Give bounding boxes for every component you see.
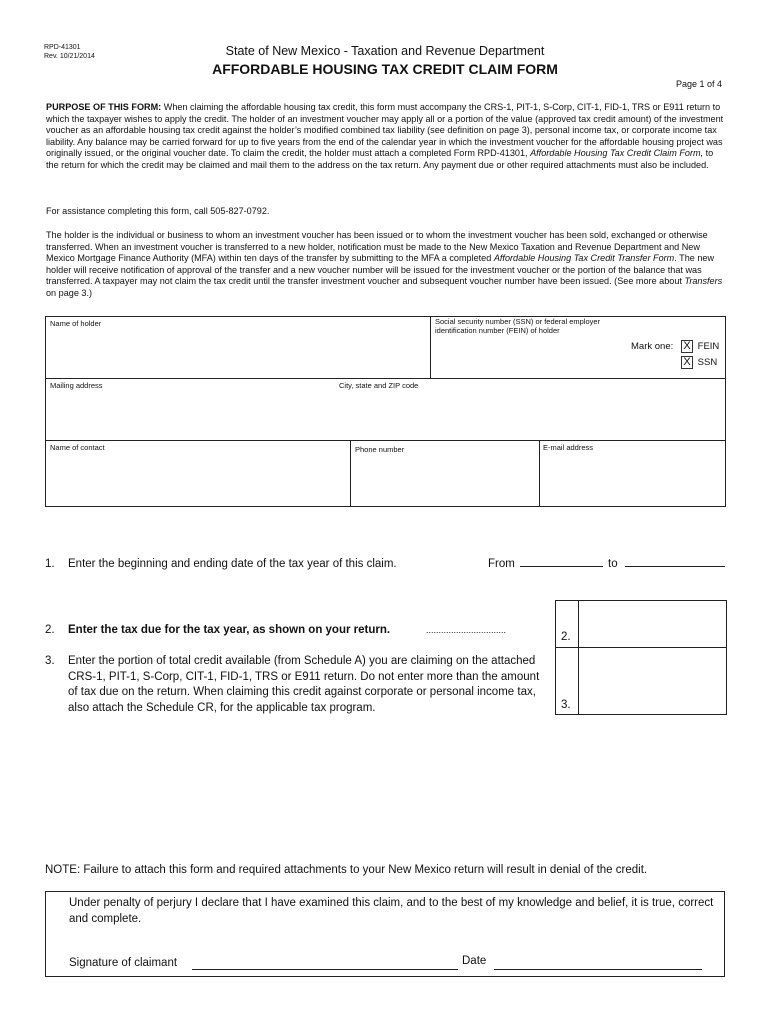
divider — [539, 440, 540, 507]
line-2-dots: ................................ — [426, 625, 507, 635]
to-label: to — [608, 558, 618, 570]
email-field[interactable] — [543, 455, 721, 503]
name-of-contact-label: Name of contact — [50, 443, 105, 452]
signature-label: Signature of claimant — [69, 957, 178, 969]
purpose-text-b: to the return for which the credit may be claimed and mail them to the address on the tax return. Any payment due or other required attachments must also be included. — [46, 148, 714, 170]
line-2-amount-field[interactable] — [579, 601, 726, 646]
line-1-text: Enter the beginning and ending date of the tax year of this claim. — [68, 558, 397, 570]
holder-text-c: on page 3.) — [46, 287, 93, 298]
purpose-text-a: When claiming the affordable housing tax credit, this form must accompany the CRS-1, PIT-1, S-Corp, CIT-1, FID-1, TRS or E911 return to which the taxpayer wishes to apply the credit. The holder of an investment voucher may apply all or a portion of the value (approved tax credit amount) of the investment voucher as an affordable housing tax credit against the holder’s modified combined tax liability (see definition on page 3), personal income tax, or corporate income tax liability. Any balance may be carried forward for up to five years from the end of the calendar year in which the investment voucher for the affordable housing project was originally issued, or the original voucher date. To claim the credit, the holder must attach a completed Form RPD-41301, — [46, 102, 724, 159]
holder-text-b: . The new holder will receive notification of approval of the transfer and a new voucher number will be issued for the investment voucher or the portion of the balance that was transferred. A taxpayer may not claim the tax credit until the transfer investment voucher and subsequent voucher number have been issued. (See more about — [46, 253, 715, 287]
ssn-fein-label-line2: identification number (FEIN) of holder — [435, 326, 560, 335]
line-2-text: Enter the tax due for the tax year, as shown on your return. — [68, 624, 391, 636]
mailing-address-field[interactable] — [50, 392, 335, 436]
phone-number-label: Phone number — [355, 445, 405, 454]
declaration-text: Under penalty of perjury I declare that I have examined this claim, and to the best of my knowledge and belief, it is true, correct and complete. — [69, 897, 714, 925]
agency-name: State of New Mexico - Taxation and Revenue Department — [225, 44, 545, 58]
form-number: RPD-41301 — [44, 44, 81, 51]
from-label: From — [488, 558, 515, 570]
line-2-box-number: 2. — [561, 631, 571, 643]
assistance-text: For assistance completing this form, call 505-827-0792. — [46, 206, 270, 216]
page-title: AFFORDABLE HOUSING TAX CREDIT CLAIM FORM — [212, 61, 558, 77]
line-3-amount-field[interactable] — [579, 648, 726, 714]
divider — [45, 378, 726, 379]
divider — [430, 316, 431, 378]
name-of-holder-label: Name of holder — [50, 319, 102, 328]
purpose-paragraph — [46, 102, 726, 172]
page-number: Page 1 of 4 — [675, 79, 722, 89]
holder-text-a: The holder is the individual or business to whom an investment voucher has been issued or to whom the investment voucher has been sold, exchanged or otherwise transferred. When an investment voucher is transferred to a new holder, notification must be made to the New Mexico Taxation and Revenue Department and New Mexico Mortgage Finance Authority (MFA) within ten days of the transfer by submitting to the MFA a completed — [46, 230, 708, 264]
divider — [350, 440, 351, 507]
divider — [45, 440, 726, 441]
holder-paragraph — [46, 230, 726, 300]
fein-label: FEIN — [697, 341, 720, 353]
mark-one-label: Mark one: — [631, 341, 674, 352]
fein-checkbox[interactable]: X — [681, 340, 693, 353]
email-label: E-mail address — [543, 443, 594, 452]
ssn-option[interactable] — [681, 356, 717, 369]
transfer-form-name: Affordable Housing Tax Credit Transfer Form — [493, 253, 675, 264]
from-date-field[interactable] — [520, 554, 603, 567]
fein-option[interactable] — [681, 340, 719, 353]
mailing-address-label: Mailing address — [50, 381, 103, 390]
line-3-text: Enter the portion of total credit available (from Schedule A) you are claiming on the attached CRS-1, PIT-1, S-Corp, CIT-1, FID-1, TRS or E911 return. Do not enter more than the amount of tax due on the return. When claiming this credit against corporate or personal income tax, also attach the Schedule CR, for the applicable tax program. — [68, 655, 540, 714]
line-2-number: 2. — [45, 624, 55, 636]
name-of-contact-field[interactable] — [50, 455, 345, 503]
transfers-ref: Transfers — [684, 276, 723, 287]
purpose-heading: PURPOSE OF THIS FORM: — [46, 102, 162, 112]
ssn-checkbox[interactable]: X — [681, 356, 693, 369]
ssn-fein-label-line1: Social security number (SSN) or federal employer — [435, 317, 601, 326]
line-1-number: 1. — [45, 558, 55, 570]
city-state-zip-field[interactable] — [339, 392, 719, 436]
ssn-fein-field[interactable] — [435, 338, 615, 374]
name-of-holder-field[interactable] — [50, 330, 425, 374]
note-text: NOTE: Failure to attach this form and required attachments to your New Mexico return will result in denial of the credit. — [45, 864, 648, 876]
city-state-zip-label: City, state and ZIP code — [339, 381, 419, 390]
ssn-label: SSN — [697, 357, 718, 369]
line-3-box-number: 3. — [561, 699, 571, 711]
signature-field[interactable] — [192, 955, 458, 970]
purpose-form-name: Affordable Housing Tax Credit Claim Form, — [530, 148, 704, 159]
date-field[interactable] — [494, 955, 702, 970]
to-date-field[interactable] — [625, 554, 725, 567]
date-label: Date — [462, 955, 487, 967]
line-3-number: 3. — [45, 655, 55, 667]
ssn-fein-label — [435, 317, 600, 335]
phone-number-field[interactable] — [355, 457, 535, 503]
revision-date: Rev. 10/21/2014 — [44, 53, 95, 60]
